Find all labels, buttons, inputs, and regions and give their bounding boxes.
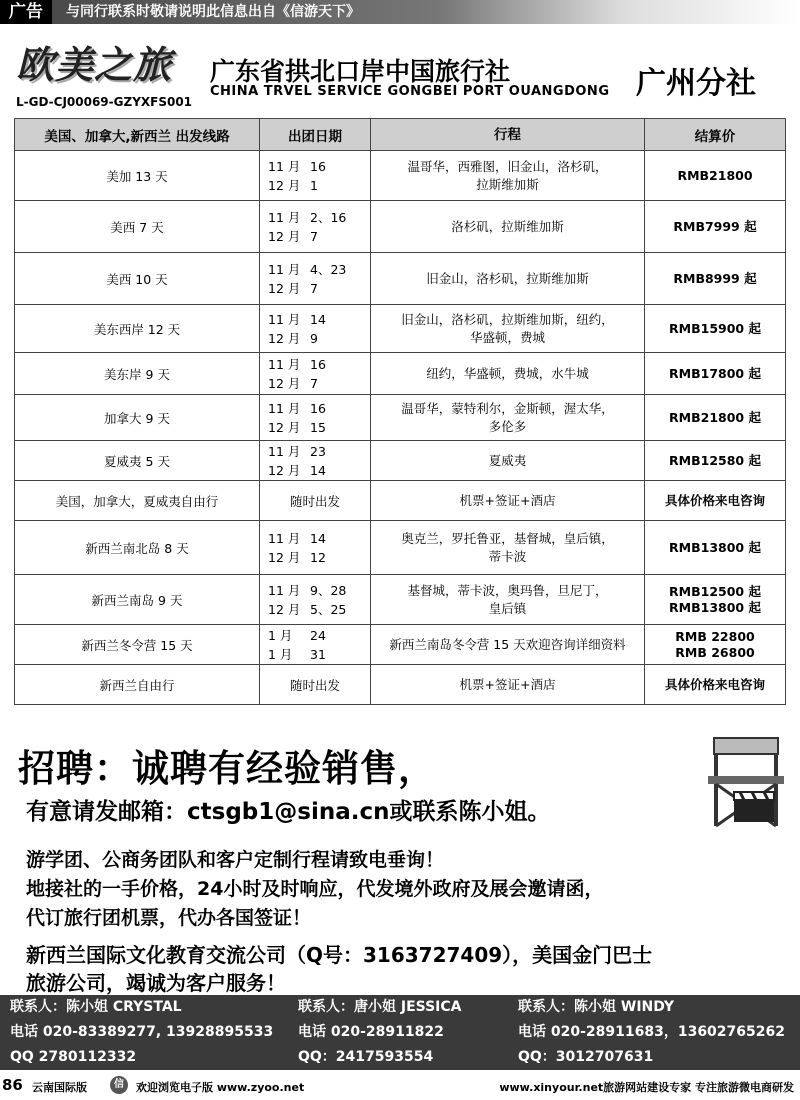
ad-tag: 广告 [0,0,52,24]
itinerary-line: 夏威夷 [488,452,527,468]
service-line-1: 游学团、公商务团队和客户定制行程请致电垂询！ [26,849,445,871]
date-line [264,548,366,567]
table-row [15,441,786,481]
date-days: 7 [310,228,318,244]
header-dates: 出团日期 [260,119,371,151]
departure-dates [260,201,371,253]
footer-site-link[interactable]: 欢迎浏览电子版 www.zyoo.net [136,1081,305,1094]
date-days: 5、25 [310,601,347,617]
header-route-name: 美国、加拿大,新西兰 出发线路 [15,119,260,151]
date-month: 11 月 [268,443,301,459]
recruit-contact-line: 有意请发邮箱：ctsgb1@sina.cn或联系陈小姐。 [26,799,551,825]
table-row [15,395,786,441]
date-days: 14 [310,311,326,327]
top-banner [0,0,800,24]
date-line [264,227,366,246]
date-days: 16 [310,356,326,372]
price [645,305,786,353]
itinerary [371,665,645,705]
itinerary [371,575,645,625]
price-line: RMB7999 起 [673,218,757,234]
contact-name: 联系人：唐小姐 JESSICA [298,999,462,1015]
date-line [264,529,366,548]
departure-dates [260,305,371,353]
contact-phone: 电话 020-83389277, 13928895533 [10,1024,274,1040]
itinerary [371,395,645,441]
departure-dates: 随时出发 [260,481,371,521]
itinerary-line: 洛杉矶，拉斯维加斯 [451,218,564,234]
itinerary-line: 纽约，华盛顿，费城，水牛城 [426,365,589,381]
itinerary-line: 旧金山，洛杉矶，拉斯维加斯 [426,270,589,286]
date-month: 11 月 [268,158,301,174]
date-days: 14 [310,462,326,478]
date-month: 12 月 [268,549,301,565]
price [645,481,786,521]
price [645,253,786,305]
date-month: 12 月 [268,375,301,391]
table-row [15,353,786,395]
route-name: 美东西岸 12 天 [15,305,260,353]
date-line [264,600,366,619]
itinerary-line: 基督城，蒂卡波，奥玛鲁，旦尼丁， [407,582,608,598]
price-line: RMB 22800 [675,628,755,644]
partner-line-1: 新西兰国际文化教育交流公司（Q号：3163727409），美国金门巴士 [26,943,653,967]
contact-phone: 电话 020-28911822 [298,1024,444,1040]
contact-qq: QQ 2780112332 [10,1049,137,1065]
date-line [264,260,366,279]
date-line [264,279,366,298]
date-month: 11 月 [268,311,301,327]
route-name: 新西兰自由行 [15,665,260,705]
date-line [264,461,366,480]
date-days: 4、23 [310,261,347,277]
service-line-2: 地接社的一手价格，24小时及时响应，代发境外政府及展会邀请函， [26,878,604,900]
date-month: 11 月 [268,400,301,416]
contact-name: 联系人：陈小姐 CRYSTAL [10,999,182,1015]
price-line: RMB13800 起 [669,599,761,615]
itinerary-line: 多伦多 [488,418,527,434]
price-line: RMB12500 起 [669,583,761,599]
date-days: 23 [310,443,326,459]
itinerary [371,305,645,353]
contact-jessica [298,995,462,1070]
date-month: 12 月 [268,228,301,244]
date-days: 16 [310,400,326,416]
contacts-bar [0,995,800,1070]
departure-dates: 随时出发 [260,665,371,705]
price-line: 具体价格来电咨询 [664,676,765,692]
itinerary [371,521,645,575]
license-number: L-GD-CJ00069-GZYXFS001 [16,95,193,109]
recruit-title: 招聘：诚聘有经验销售， [18,747,436,790]
itinerary-line: 旧金山，洛杉矶，拉斯维加斯，纽约， [401,311,614,327]
price-line: RMB21800 起 [669,409,761,425]
departure-dates [260,395,371,441]
price [645,201,786,253]
price-line: 具体价格来电咨询 [664,492,765,508]
service-line-3: 代订旅行团机票，代办各国签证！ [26,907,312,929]
price-line: RMB 26800 [675,644,755,660]
table-row [15,625,786,665]
price [645,521,786,575]
date-line [264,399,366,418]
date-month: 12 月 [268,330,301,346]
route-name: 美西 7 天 [15,201,260,253]
route-name: 加拿大 9 天 [15,395,260,441]
date-days: 14 [310,530,326,546]
logo: 欧美之旅 [16,43,173,87]
table-body [15,151,786,705]
page-number: 86 [2,1076,23,1094]
itinerary [371,481,645,521]
itinerary-line: 华盛顿，费城 [469,329,545,345]
date-line [264,626,366,645]
date-days: 16 [310,158,326,174]
date-line [264,157,366,176]
price-line: RMB15900 起 [669,320,761,336]
departure-dates [260,353,371,395]
publication-name: 云南国际版 [32,1081,87,1094]
date-line [264,581,366,600]
date-days: 1 [310,177,318,193]
itinerary [371,201,645,253]
itinerary-line: 新西兰南岛冬令营 15 天欢迎咨询详细资料 [389,636,626,652]
route-name: 美加 13 天 [15,151,260,201]
route-name: 美东岸 9 天 [15,353,260,395]
date-month: 12 月 [268,462,301,478]
table-row [15,575,786,625]
contact-windy [518,995,785,1070]
table-row [15,151,786,201]
routes-table [14,118,786,705]
departure-dates [260,521,371,575]
date-month: 1 月 [268,627,293,643]
table-row [15,201,786,253]
date-line [264,329,366,348]
price [645,575,786,625]
partner-line-2: 旅游公司，竭诚为客户服务！ [26,971,286,995]
contact-name: 联系人：陈小姐 WINDY [518,999,674,1015]
itinerary-line: 温哥华，蒙特利尔，金斯顿，渥太华， [401,400,614,416]
itinerary-line: 温哥华，西雅图，旧金山，洛杉矶， [407,158,608,174]
price [645,395,786,441]
date-month: 1 月 [268,646,293,662]
table-row [15,521,786,575]
itinerary-line: 机票+签证+酒店 [459,492,556,508]
itinerary-line: 皇后镇 [488,600,527,616]
agency-name-cn: 广东省拱北口岸中国旅行社 [210,57,511,86]
departure-dates [260,253,371,305]
date-days: 12 [310,549,326,565]
footer-right-text: www.xinyour.net旅游网站建设专家 专注旅游微电商研发 [499,1081,794,1094]
date-month: 11 月 [268,261,301,277]
date-month: 11 月 [268,209,301,225]
contact-qq: QQ：3012707631 [518,1049,654,1065]
table-row [15,305,786,353]
publication-badge-icon: 信 [110,1076,128,1094]
date-days: 24 [310,627,326,643]
date-line [264,310,366,329]
banner-notice: 与同行联系时敬请说明此信息出自《信游天下》 [66,4,360,20]
price-line: RMB8999 起 [673,270,757,286]
agency-name-en: CHINA TRVEL SERVICE GONGBEI PORT OUANGDONG [210,84,610,99]
date-month: 11 月 [268,582,301,598]
price [645,625,786,665]
date-line [264,645,366,664]
price-line: RMB13800 起 [669,539,761,555]
itinerary [371,441,645,481]
date-line [264,355,366,374]
date-month: 11 月 [268,356,301,372]
departure-dates [260,625,371,665]
contact-phone: 电话 020-28911683，13602765262 [518,1024,785,1040]
route-name: 新西兰南岛 9 天 [15,575,260,625]
itinerary [371,151,645,201]
date-days: 15 [310,419,326,435]
route-name: 夏威夷 5 天 [15,441,260,481]
route-name: 新西兰冬令营 15 天 [15,625,260,665]
route-name: 新西兰南北岛 8 天 [15,521,260,575]
date-month: 11 月 [268,530,301,546]
table-row [15,253,786,305]
price [645,665,786,705]
itinerary-line: 拉斯维加斯 [476,176,539,192]
header-price: 结算价 [645,119,786,151]
date-month: 12 月 [268,280,301,296]
header-itinerary: 行程 [371,119,645,151]
itinerary-line: 蒂卡波 [488,548,527,564]
date-days: 2、16 [310,209,347,225]
date-days: 9、28 [310,582,347,598]
itinerary [371,253,645,305]
price [645,151,786,201]
table-row [15,665,786,705]
itinerary [371,625,645,665]
price [645,353,786,395]
itinerary [371,353,645,395]
itinerary-line: 机票+签证+酒店 [459,676,556,692]
route-name: 美国，加拿大，夏威夷自由行 [15,481,260,521]
date-month: 12 月 [268,177,301,193]
branch-name: 广州分社 [636,66,756,101]
date-days: 7 [310,280,318,296]
route-name: 美西 10 天 [15,253,260,305]
contact-qq: QQ：2417593554 [298,1049,434,1065]
date-month: 12 月 [268,601,301,617]
departure-dates [260,441,371,481]
departure-dates [260,151,371,201]
price-line: RMB12580 起 [669,452,761,468]
itinerary-line: 奥克兰，罗托鲁亚，基督城，皇后镇， [401,530,614,546]
price [645,441,786,481]
date-line [264,442,366,461]
price-line: RMB17800 起 [669,365,761,381]
departure-dates [260,575,371,625]
date-line [264,374,366,393]
date-days: 7 [310,375,318,391]
director-chair-icon [694,734,788,830]
table-header-row [15,119,786,151]
date-days: 31 [310,646,326,662]
date-month: 12 月 [268,419,301,435]
contact-crystal [10,995,273,1070]
price-line: RMB21800 [677,167,753,183]
table-row [15,481,786,521]
date-days: 9 [310,330,318,346]
date-line [264,176,366,195]
date-line [264,208,366,227]
footer [0,1074,800,1100]
date-line [264,418,366,437]
